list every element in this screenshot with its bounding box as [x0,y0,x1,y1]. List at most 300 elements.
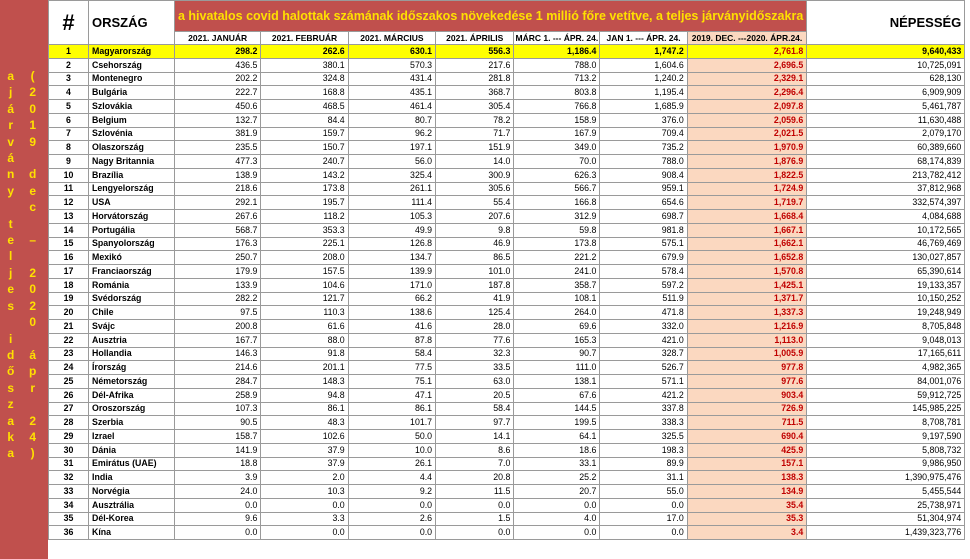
rank-cell: 6 [49,113,89,127]
country-cell: India [89,471,175,485]
population-cell: 4,982,365 [807,361,965,375]
population-cell: 60,389,660 [807,141,965,155]
country-cell: Svédország [89,292,175,306]
rank-cell: 24 [49,361,89,375]
mar-cell: 139.9 [348,265,435,279]
apr-cell: 0.0 [436,498,514,512]
banner-letter: e [29,183,37,198]
table-body [49,45,965,540]
rank-cell: 15 [49,237,89,251]
mar-cell: 138.6 [348,306,435,320]
feb-cell: 86.1 [261,402,348,416]
table-row [49,265,965,279]
apr-cell: 187.8 [436,278,514,292]
mar-apr-cell: 0.0 [514,498,600,512]
banner-letter: 2 [29,413,37,428]
mar-apr-cell: 358.7 [514,278,600,292]
total-cell: 1,425.1 [687,278,807,292]
population-cell: 17,165,611 [807,347,965,361]
banner-letter [31,150,34,166]
banner-letter: ) [30,446,35,461]
jan-apr-cell: 526.7 [600,361,687,375]
feb-cell: 173.8 [261,182,348,196]
country-cell: Montenegro [89,72,175,86]
table-row [49,443,965,457]
mar-apr-cell: 138.1 [514,375,600,389]
column-header: 2021. JANUÁR [175,32,261,45]
banner-letter: t [8,216,13,231]
banner-letter: l [9,249,13,264]
country-cell: Dél-Korea [89,512,175,526]
banner-letter: á [29,347,37,362]
banner-letter: r [8,118,13,133]
feb-cell: 88.0 [261,333,348,347]
table-row [49,498,965,512]
mar-apr-cell: 144.5 [514,402,600,416]
table-row [49,347,965,361]
apr-cell: 20.8 [436,471,514,485]
mar-apr-cell: 1,186.4 [514,45,600,59]
apr-cell: 207.6 [436,210,514,224]
jan-cell: 222.7 [175,86,261,100]
jan-cell: 298.2 [175,45,261,59]
table-row [49,141,965,155]
rank-header: # [49,1,89,45]
table-row [49,430,965,444]
total-cell: 1,005.9 [687,347,807,361]
country-cell: Németország [89,375,175,389]
table-row [49,526,965,540]
rank-cell: 36 [49,526,89,540]
country-cell: Írország [89,361,175,375]
rank-cell: 29 [49,430,89,444]
total-cell: 1,822.5 [687,168,807,182]
table-row [49,251,965,265]
data-table [48,0,965,540]
jan-cell: 0.0 [175,526,261,540]
apr-cell: 46.9 [436,237,514,251]
banner-letter: ő [7,364,15,379]
feb-cell: 150.7 [261,141,348,155]
total-cell: 2,329.1 [687,72,807,86]
mar-cell: 630.1 [348,45,435,59]
population-cell: 9,197,590 [807,430,965,444]
feb-cell: 208.0 [261,251,348,265]
banner-letter: 2 [29,85,37,100]
table-row [49,416,965,430]
mar-apr-cell: 90.7 [514,347,600,361]
banner-letter: a [7,446,15,461]
total-cell: 138.3 [687,471,807,485]
mar-cell: 77.5 [348,361,435,375]
mar-apr-cell: 713.2 [514,72,600,86]
apr-cell: 77.6 [436,333,514,347]
mar-apr-cell: 108.1 [514,292,600,306]
jan-apr-cell: 325.5 [600,430,687,444]
jan-cell: 218.6 [175,182,261,196]
total-cell: 1,371.7 [687,292,807,306]
mar-cell: 431.4 [348,72,435,86]
mar-apr-cell: 264.0 [514,306,600,320]
mar-apr-cell: 221.2 [514,251,600,265]
rank-cell: 14 [49,223,89,237]
mar-cell: 2.6 [348,512,435,526]
jan-apr-cell: 981.8 [600,223,687,237]
jan-apr-cell: 0.0 [600,498,687,512]
country-cell: Svájc [89,320,175,334]
jan-apr-cell: 421.0 [600,333,687,347]
jan-cell: 90.5 [175,416,261,430]
banner-letter: e [7,233,15,248]
country-cell: Olaszország [89,141,175,155]
table-row [49,388,965,402]
banner-letter: s [7,380,15,395]
apr-cell: 20.5 [436,388,514,402]
total-cell: 903.4 [687,388,807,402]
jan-cell: 436.5 [175,58,261,72]
total-cell: 157.1 [687,457,807,471]
banner-letter: c [29,200,37,215]
table-title: a hivatalos covid halottak számának időszakos növekedése 1 millió főre vetítve, a teljes járványidőszakra [175,1,807,32]
apr-cell: 1.5 [436,512,514,526]
apr-cell: 11.5 [436,485,514,499]
total-cell: 1,662.1 [687,237,807,251]
jan-cell: 133.9 [175,278,261,292]
rank-cell: 4 [49,86,89,100]
jan-cell: 200.8 [175,320,261,334]
mar-cell: 0.0 [348,526,435,540]
mar-apr-cell: 59.8 [514,223,600,237]
mar-apr-cell: 4.0 [514,512,600,526]
feb-cell: 91.8 [261,347,348,361]
apr-cell: 151.9 [436,141,514,155]
country-cell: Chile [89,306,175,320]
population-cell: 5,455,544 [807,485,965,499]
country-cell: Ausztrália [89,498,175,512]
left-banner [0,0,48,559]
rank-cell: 11 [49,182,89,196]
country-cell: Norvégia [89,485,175,499]
mar-cell: 9.2 [348,485,435,499]
feb-cell: 84.4 [261,113,348,127]
population-cell: 8,708,781 [807,416,965,430]
population-cell: 2,079,170 [807,127,965,141]
total-cell: 1,337.3 [687,306,807,320]
mar-cell: 41.6 [348,320,435,334]
jan-apr-cell: 471.8 [600,306,687,320]
table-row [49,375,965,389]
table-row [49,100,965,114]
feb-cell: 157.5 [261,265,348,279]
population-cell: 130,027,857 [807,251,965,265]
mar-apr-cell: 0.0 [514,526,600,540]
banner-letter: i [9,331,13,346]
apr-cell: 55.4 [436,196,514,210]
country-cell: Szerbia [89,416,175,430]
total-cell: 425.9 [687,443,807,457]
rank-cell: 9 [49,155,89,169]
jan-cell: 167.7 [175,333,261,347]
mar-apr-cell: 158.9 [514,113,600,127]
apr-cell: 300.9 [436,168,514,182]
banner-letter: 4 [29,429,37,444]
total-cell: 1,667.1 [687,223,807,237]
jan-cell: 202.2 [175,72,261,86]
apr-cell: 86.5 [436,251,514,265]
apr-cell: 0.0 [436,526,514,540]
banner-letter [9,199,12,215]
country-cell: Nagy Britannia [89,155,175,169]
population-cell: 19,248,949 [807,306,965,320]
banner-letter [31,331,34,347]
apr-cell: 125.4 [436,306,514,320]
population-cell: 59,912,725 [807,388,965,402]
banner-letter [31,248,34,264]
table-row [49,113,965,127]
population-cell: 8,705,848 [807,320,965,334]
mar-cell: 4.4 [348,471,435,485]
apr-cell: 8.6 [436,443,514,457]
jan-apr-cell: 679.9 [600,251,687,265]
feb-cell: 2.0 [261,471,348,485]
jan-cell: 477.3 [175,155,261,169]
total-cell: 2,696.5 [687,58,807,72]
mar-cell: 105.3 [348,210,435,224]
country-cell: Mexikó [89,251,175,265]
jan-cell: 179.9 [175,265,261,279]
banner-column-right [29,68,36,462]
jan-apr-cell: 1,604.6 [600,58,687,72]
mar-cell: 80.7 [348,113,435,127]
population-cell: 332,574,397 [807,196,965,210]
column-header: 2021. MÁRCIUS [348,32,435,45]
apr-cell: 556.3 [436,45,514,59]
mar-cell: 66.2 [348,292,435,306]
mar-cell: 47.1 [348,388,435,402]
jan-apr-cell: 1,195.4 [600,86,687,100]
total-cell: 134.9 [687,485,807,499]
banner-letter: d [29,167,37,182]
rank-cell: 18 [49,278,89,292]
total-cell: 1,216.9 [687,320,807,334]
banner-letter: a [7,69,15,83]
country-cell: Portugália [89,223,175,237]
table-row [49,237,965,251]
feb-cell: 104.6 [261,278,348,292]
mar-cell: 261.1 [348,182,435,196]
jan-cell: 97.5 [175,306,261,320]
country-cell: Ausztria [89,333,175,347]
rank-cell: 3 [49,72,89,86]
apr-cell: 97.7 [436,416,514,430]
rank-cell: 1 [49,45,89,59]
jan-apr-cell: 959.1 [600,182,687,196]
mar-cell: 570.3 [348,58,435,72]
jan-apr-cell: 1,747.2 [600,45,687,59]
jan-cell: 24.0 [175,485,261,499]
feb-cell: 159.7 [261,127,348,141]
feb-cell: 143.2 [261,168,348,182]
rank-cell: 33 [49,485,89,499]
mar-apr-cell: 70.0 [514,155,600,169]
country-cell: Franciaország [89,265,175,279]
feb-cell: 37.9 [261,457,348,471]
banner-letter: 0 [29,282,37,297]
jan-apr-cell: 571.1 [600,375,687,389]
feb-cell: 94.8 [261,388,348,402]
banner-letter: 2 [29,298,37,313]
mar-apr-cell: 166.8 [514,196,600,210]
jan-cell: 18.8 [175,457,261,471]
population-cell: 84,001,076 [807,375,965,389]
banner-letter: r [30,380,35,395]
country-cell: Oroszország [89,402,175,416]
population-cell: 10,725,091 [807,58,965,72]
apr-cell: 63.0 [436,375,514,389]
jan-cell: 9.6 [175,512,261,526]
rank-cell: 23 [49,347,89,361]
jan-apr-cell: 89.9 [600,457,687,471]
jan-apr-cell: 17.0 [600,512,687,526]
apr-cell: 58.4 [436,402,514,416]
population-cell: 1,439,323,776 [807,526,965,540]
apr-cell: 41.9 [436,292,514,306]
country-cell: Brazília [89,168,175,182]
feb-cell: 262.6 [261,45,348,59]
jan-apr-cell: 578.4 [600,265,687,279]
apr-cell: 7.0 [436,457,514,471]
population-header: NÉPESSÉG [807,1,965,45]
table-row [49,278,965,292]
feb-cell: 10.3 [261,485,348,499]
banner-letter: v [7,134,15,149]
rank-cell: 19 [49,292,89,306]
mar-apr-cell: 788.0 [514,58,600,72]
mar-apr-cell: 25.2 [514,471,600,485]
table-row [49,223,965,237]
mar-apr-cell: 241.0 [514,265,600,279]
country-cell: Horvátország [89,210,175,224]
banner-letter: j [9,265,13,280]
country-cell: USA [89,196,175,210]
banner-letter: y [7,183,15,198]
total-cell: 977.8 [687,361,807,375]
mar-cell: 75.1 [348,375,435,389]
feb-cell: 0.0 [261,526,348,540]
jan-apr-cell: 1,240.2 [600,72,687,86]
rank-cell: 34 [49,498,89,512]
jan-cell: 146.3 [175,347,261,361]
table-row [49,292,965,306]
mar-cell: 134.7 [348,251,435,265]
column-header: 2019. DEC. ---2020. ÁPR.24. [687,32,807,45]
banner-letter: á [7,151,15,166]
total-cell: 1,970.9 [687,141,807,155]
mar-cell: 101.7 [348,416,435,430]
population-cell: 9,048,013 [807,333,965,347]
banner-letter: 0 [29,101,37,116]
rank-cell: 28 [49,416,89,430]
country-cell: Dél-Afrika [89,388,175,402]
mar-cell: 96.2 [348,127,435,141]
total-cell: 35.4 [687,498,807,512]
country-cell: Dánia [89,443,175,457]
population-cell: 213,782,412 [807,168,965,182]
apr-cell: 217.6 [436,58,514,72]
mar-cell: 10.0 [348,443,435,457]
table-row [49,471,965,485]
rank-cell: 25 [49,375,89,389]
jan-apr-cell: 421.2 [600,388,687,402]
rank-cell: 20 [49,306,89,320]
total-cell: 1,113.0 [687,333,807,347]
population-cell: 11,630,488 [807,113,965,127]
apr-cell: 281.8 [436,72,514,86]
jan-cell: 250.7 [175,251,261,265]
total-cell: 1,876.9 [687,155,807,169]
mar-apr-cell: 64.1 [514,430,600,444]
jan-cell: 0.0 [175,498,261,512]
rank-cell: 2 [49,58,89,72]
banner-letter: n [7,167,15,182]
rank-cell: 13 [49,210,89,224]
country-cell: Spanyolország [89,237,175,251]
feb-cell: 121.7 [261,292,348,306]
mar-cell: 171.0 [348,278,435,292]
jan-apr-cell: 0.0 [600,526,687,540]
jan-cell: 214.6 [175,361,261,375]
feb-cell: 225.1 [261,237,348,251]
population-cell: 9,640,433 [807,45,965,59]
total-cell: 1,652.8 [687,251,807,265]
rank-cell: 31 [49,457,89,471]
feb-cell: 240.7 [261,155,348,169]
mar-apr-cell: 67.6 [514,388,600,402]
column-header: 2021. FEBRUÁR [261,32,348,45]
jan-apr-cell: 328.7 [600,347,687,361]
apr-cell: 32.3 [436,347,514,361]
mar-cell: 50.0 [348,430,435,444]
jan-apr-cell: 788.0 [600,155,687,169]
population-cell: 4,084,688 [807,210,965,224]
jan-cell: 267.6 [175,210,261,224]
population-cell: 10,172,565 [807,223,965,237]
feb-cell: 168.8 [261,86,348,100]
mar-apr-cell: 766.8 [514,100,600,114]
mar-apr-cell: 111.0 [514,361,600,375]
feb-cell: 0.0 [261,498,348,512]
feb-cell: 201.1 [261,361,348,375]
apr-cell: 101.0 [436,265,514,279]
country-cell: Szlovénia [89,127,175,141]
banner-letter: 9 [29,134,37,149]
mar-apr-cell: 803.8 [514,86,600,100]
feb-cell: 148.3 [261,375,348,389]
table-row [49,155,965,169]
apr-cell: 14.1 [436,430,514,444]
banner-letter: d [7,347,15,362]
mar-apr-cell: 349.0 [514,141,600,155]
country-cell: Szlovákia [89,100,175,114]
country-cell: Románia [89,278,175,292]
jan-apr-cell: 31.1 [600,471,687,485]
mar-cell: 49.9 [348,223,435,237]
mar-apr-cell: 312.9 [514,210,600,224]
mar-cell: 87.8 [348,333,435,347]
banner-letter: p [29,364,37,379]
mar-apr-cell: 18.6 [514,443,600,457]
banner-letter: 2 [29,265,37,280]
